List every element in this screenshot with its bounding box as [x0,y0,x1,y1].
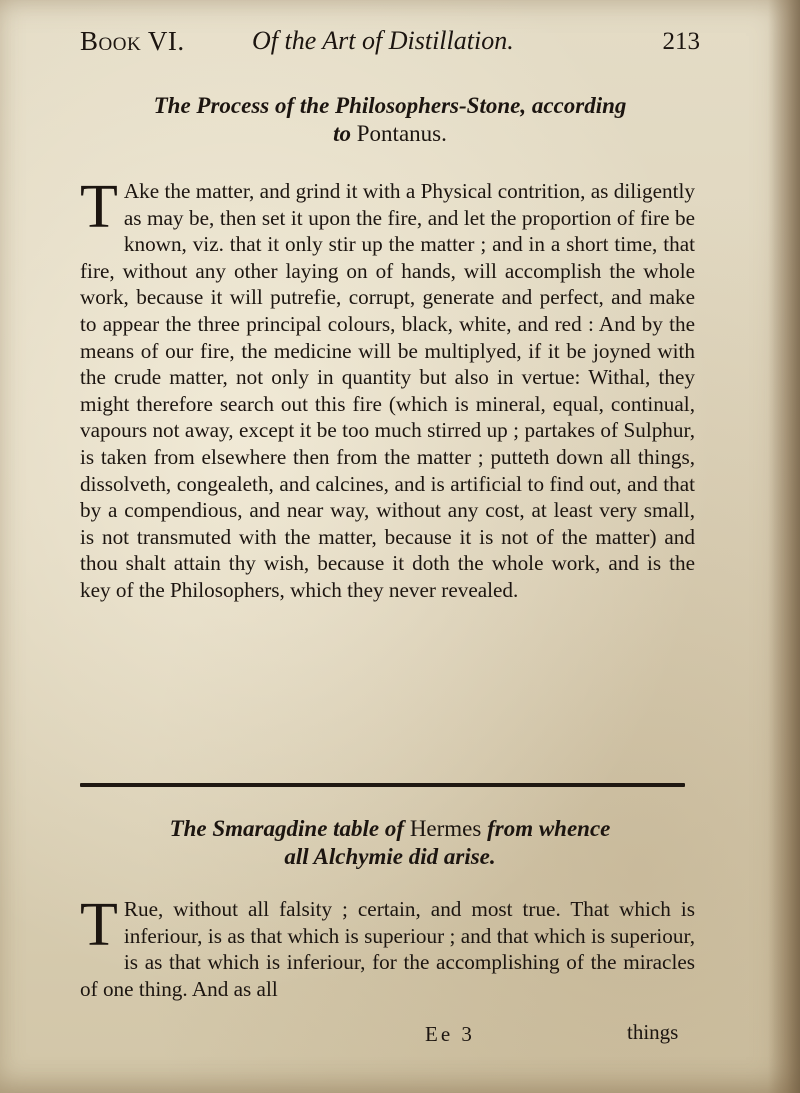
catchword: things [627,1020,679,1044]
section-title-smaragdine [80,815,700,871]
section-title-line2 [80,120,700,148]
running-head-title: Of the Art of Distillation. [252,26,514,55]
running-head-book: Book VI. [80,26,185,56]
paragraph-smaragdine [80,891,695,1002]
page-number: 213 [662,28,700,55]
section-title-pontanus [80,92,700,148]
drop-cap: T [80,891,118,959]
section-title-hermes: Hermes [409,816,482,841]
paragraph-text: Rue, without all falsity ; certain, and most true. That which is inferiour, is as that which is superiour ; and that which is superiour, is as that which is inferiour, for the accomplishing of the miracles of one thing. And as all [80,897,695,1001]
section-title-to: to [333,121,352,146]
section-title-pontanus-name: Pontanus. [356,121,447,146]
drop-cap: T [80,173,118,241]
section-divider-rule [80,783,685,787]
section-title-line1: The Process of the Philosophers-Stone, according [153,93,627,118]
section-title-line1 [80,815,700,843]
signature-mark: Ee 3 [425,1022,475,1046]
section-title-part1: The Smaragdine table of [169,816,405,841]
running-head [80,22,700,62]
section-title-part3: from whence [487,816,611,841]
paragraph-text: Ake the matter, and grind it with a Physical contrition, as diligently as may be, then set it upon the fire, and let the proportion of fire be known, viz. that it only stir up the matter ; and in a short time, that fire, without any other laying on of hands, will accomplish the whole work, because it will putrefie, corrupt, generate and perfect, and make to appear the three principal colours, black, white, and red : And by the means of our fire, the medicine will be multiplyed, if it be joyned with the crude matter, not only in quantity but also in vertue: Withal, they might therefore search out this fire (which is mineral, equal, continual, vapours not away, except it be too much stirred up ; partakes of Sulphur, is taken from elsewhere then from the matter ; putteth down all things, dissolveth, congealeth, and calcines, and is artificial to find out, and that by a compendious, and near way, without any cost, at least very small, is not transmuted with the matter, because it is not of the matter) and thou shalt attain thy wish, because it doth the whole work, and is the key of the Philosophers, which they never revealed. [80,179,695,602]
section-title-line2: all Alchymie did arise. [284,844,496,869]
paragraph-process [80,173,695,604]
page-gutter-shadow [768,0,800,1093]
